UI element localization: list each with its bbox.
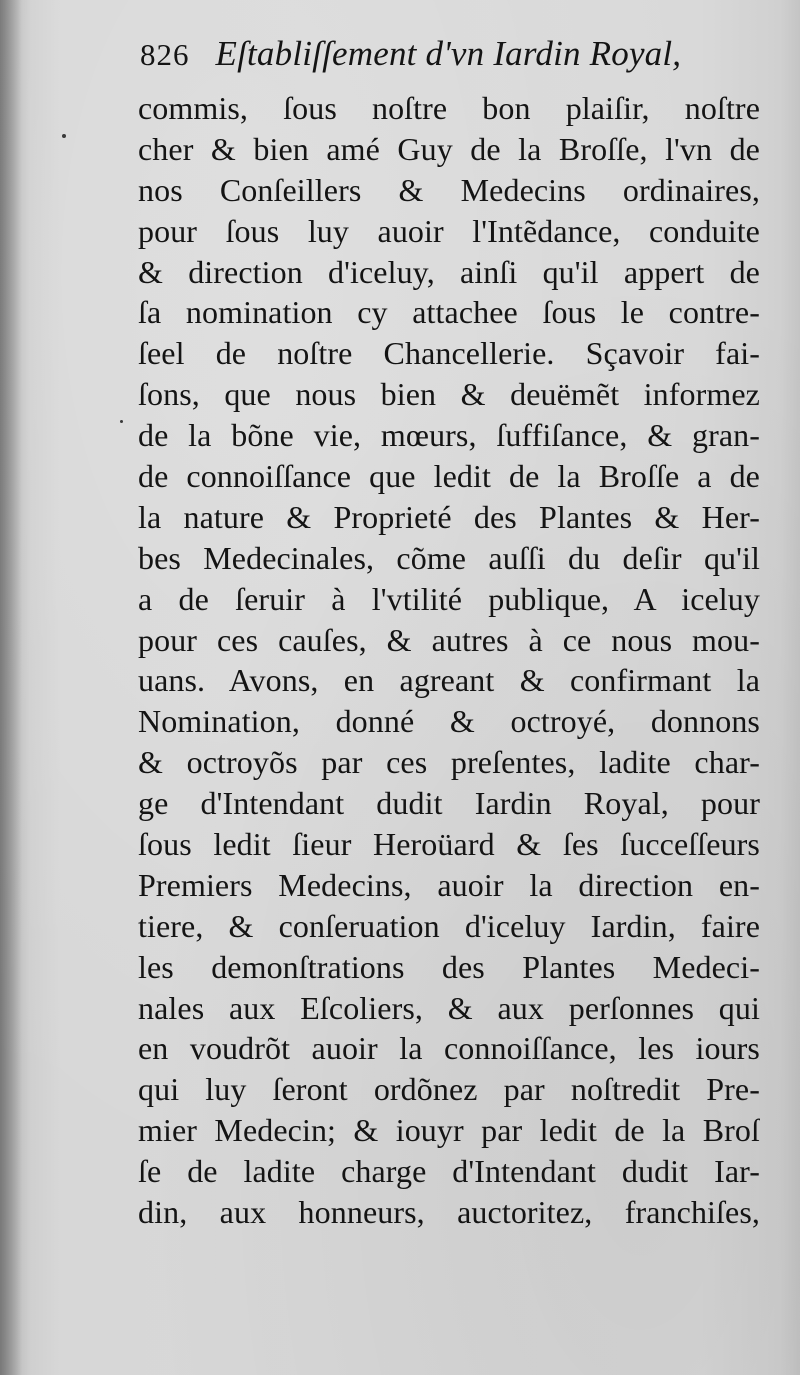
page-number: 826	[140, 37, 190, 72]
ink-speck	[62, 134, 66, 138]
text-line: nos Conſeillers & Medecins ordinaires,	[138, 171, 760, 208]
text-line: nales aux Eſcoliers, & aux perſonnes qui	[138, 989, 760, 1026]
text-line: ſa nomination cy attachee ſous le contre-	[138, 294, 760, 331]
text-line: pour ces cauſes, & autres à ce nous mou-	[138, 621, 760, 658]
text-line: de la bõne vie, mœurs, ſuffiſance, & gran-	[138, 417, 760, 454]
text-line: ſous ledit ſieur Heroüard & ſes ſucceſſeurs	[138, 826, 760, 863]
text-line: uans. Avons, en agreant & confirmant la	[138, 662, 760, 699]
text-line: & direction d'iceluy, ainſi qu'il appert de	[138, 253, 760, 290]
text-line: & octroyõs par ces preſentes, ladite char-	[138, 744, 760, 781]
text-line: ge d'Intendant dudit Iardin Royal, pour	[138, 785, 760, 822]
text-line: de connoiſſance que ledit de la Broſſe a de	[138, 458, 760, 495]
text-line: ſeel de noſtre Chancellerie. Sçavoir fai-	[138, 335, 760, 372]
text-line: tiere, & conſeruation d'iceluy Iardin, faire	[138, 907, 760, 944]
text-line: ſe de ladite charge d'Intendant dudit Iar-	[138, 1153, 760, 1190]
running-title: Eſtabliſſement d'vn Iardin Royal,	[215, 34, 682, 73]
page-edge-shadow	[0, 0, 22, 1375]
text-line: a de ſeruir à l'vtilité publique, A iceluy	[138, 580, 760, 617]
text-line: ſons, que nous bien & deuëmẽt informez	[138, 376, 760, 413]
text-line: cher & bien amé Guy de la Broſſe, l'vn de	[138, 130, 760, 167]
text-line: commis, ſous noſtre bon plaiſir, noſtre	[138, 90, 760, 126]
text-line: les demonſtrations des Plantes Medeci-	[138, 948, 760, 985]
body-text	[138, 88, 760, 1233]
text-line: pour ſous luy auoir l'Intẽdance, conduite	[138, 212, 760, 249]
text-line: qui luy ſeront ordõnez par noſtredit Pre-	[138, 1071, 760, 1108]
text-line: la nature & Proprieté des Plantes & Her-	[138, 498, 760, 535]
text-line: Nomination, donné & octroyé, donnons	[138, 703, 760, 740]
text-line: Premiers Medecins, auoir la direction en-	[138, 866, 760, 903]
ink-speck	[120, 420, 123, 423]
text-line: din, aux honneurs, auctoritez, franchiſes,	[138, 1194, 760, 1231]
text-line: bes Medecinales, cõme auſſi du deſir qu'il	[138, 539, 760, 576]
page-header	[140, 34, 780, 94]
text-line: en voudrõt auoir la connoiſſance, les iours	[138, 1030, 760, 1067]
text-line: mier Medecin; & iouyr par ledit de la Broſ	[138, 1112, 760, 1149]
